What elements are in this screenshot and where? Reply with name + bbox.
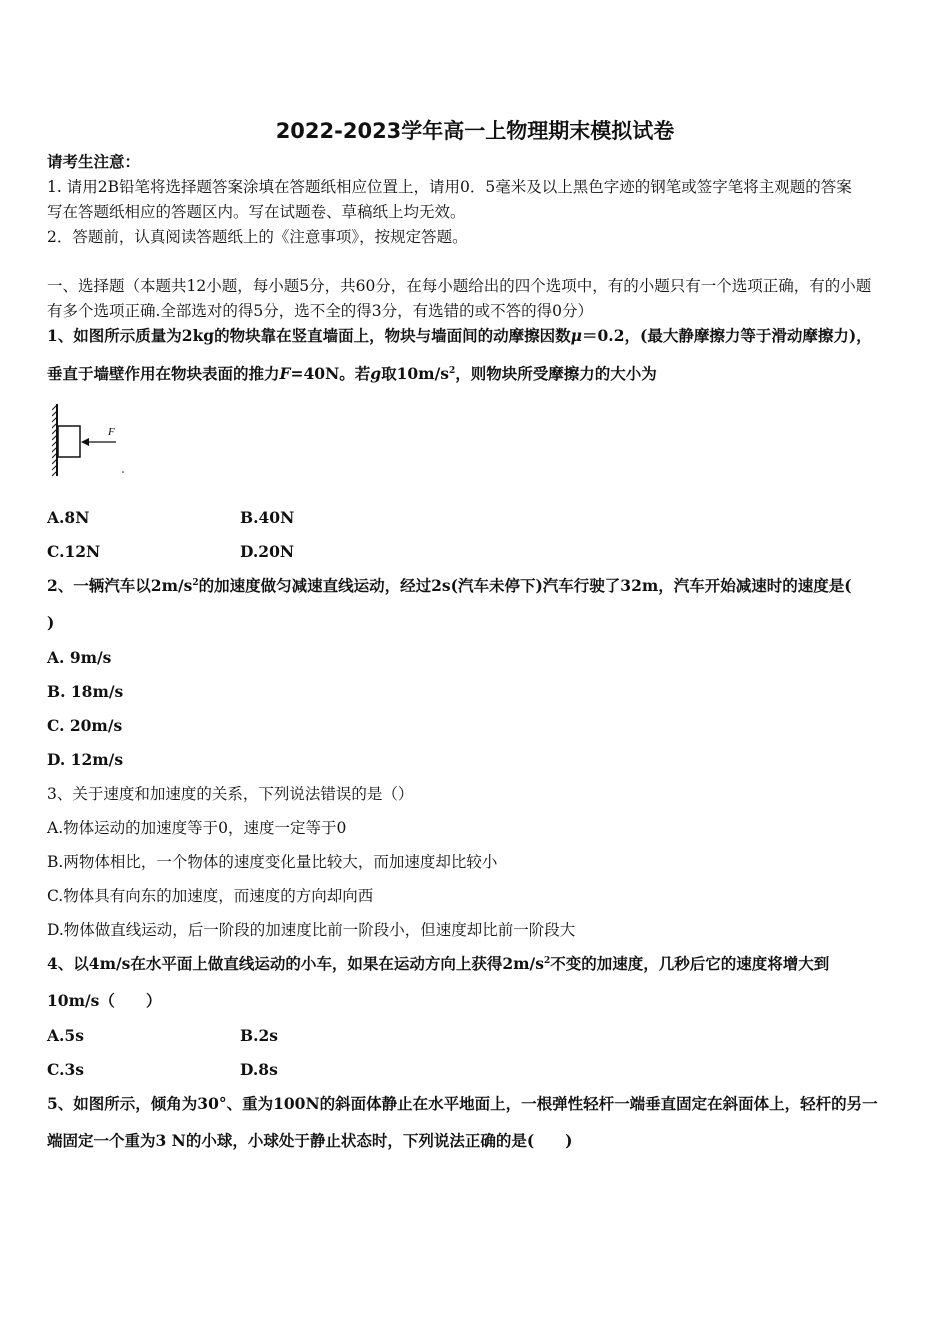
q3-option-a: A.物体运动的加速度等于0，速度一定等于0 (47, 819, 347, 837)
q4-option-b: B.2s (240, 1026, 279, 1045)
q2-option-c: C. 20m/s (47, 716, 123, 735)
q1-option-a: A.8N (47, 508, 90, 527)
q5-stem-a: 5、如图所示，倾角为30°、重为100N的斜面体静止在水平地面上，一根弹性轻杆一端垂直固定在斜面体上，轻杆的另一 (47, 1094, 878, 1113)
q3-option-d: D.物体做直线运动，后一阶段的加速度比前一阶段小，但速度却比前一阶段大 (47, 921, 576, 939)
q4-stem-b: 10m/s（ ） (47, 991, 162, 1010)
q3-option-c: C.物体具有向东的加速度，而速度的方向却向西 (47, 887, 374, 905)
q3-option-b: B.两物体相比，一个物体的速度变化量比较大，而加速度却比较小 (47, 853, 498, 871)
q4-option-a: A.5s (47, 1026, 84, 1045)
q1-option-d: D.20N (240, 542, 295, 561)
q2-option-a: A. 9m/s (47, 648, 112, 667)
q1-stem-a: 1、如图所示质量为2kg的物块靠在竖直墙面上，物块与墙面间的动摩擦因数μ＝0.2，(最大静摩擦力等于滑动摩擦力)， (47, 326, 872, 345)
q1-option-b: B.40N (240, 508, 295, 527)
notice-item-1a: 1. 请用2B铅笔将选择题答案涂填在答题纸相应位置上，请用0．5毫米及以上黑色字迹的钢笔或签字笔将主观题的答案 (47, 178, 852, 196)
q2-option-b: B. 18m/s (47, 682, 124, 701)
q2-stem-a: 2、一辆汽车以$2m/s^2$的加速度做匀减速直线运动，经过2s(汽车未停下)汽车行驶了32m，汽车开始减速时的速度是( (47, 576, 852, 595)
q2-option-d: D. 12m/s (47, 750, 124, 769)
notice-item-2: 2．答题前，认真阅读答题纸上的《注意事项》，按规定答题。 (47, 228, 468, 246)
notice-heading: 请考生注意： (47, 152, 141, 171)
q5-stem-b: 端固定一个重为3 N的小球，小球处于静止状态时，下列说法正确的是( ) (47, 1131, 573, 1150)
q4-option-c: C.3s (47, 1060, 84, 1079)
page-title: 2022-2023学年高一上物理期末模拟试卷 (275, 119, 675, 143)
q1-stem-b: 垂直于墙壁作用在物块表面的推力F=40N。若g取$10m/s^2$，则物块所受摩擦力的大小为 (47, 364, 657, 383)
q4-option-d: D.8s (240, 1060, 278, 1079)
q1-option-c: C.12N (47, 542, 101, 561)
force-label: F (108, 426, 115, 438)
section-heading-a: 一、选择题（本题共12小题，每小题5分，共60分，在每小题给出的四个选项中，有的小题只有一个选项正确，有的小题 (47, 277, 872, 295)
q3-stem: 3、关于速度和加速度的关系，下列说法错误的是（） (47, 785, 414, 803)
q1-figure-wall-block (52, 402, 132, 482)
notice-item-1b: 写在答题纸相应的答题区内。写在试题卷、草稿纸上均无效。 (47, 203, 466, 221)
q2-stem-b: ) (47, 613, 55, 632)
q4-stem-a: 4、以4m/s在水平面上做直线运动的小车，如果在运动方向上获得$2m/s^2$不变的加速度，几秒后它的速度将增大到 (47, 954, 830, 973)
section-heading-b: 有多个选项正确.全部选对的得5分，选不全的得3分，有选错的或不答的得0分） (47, 302, 594, 320)
